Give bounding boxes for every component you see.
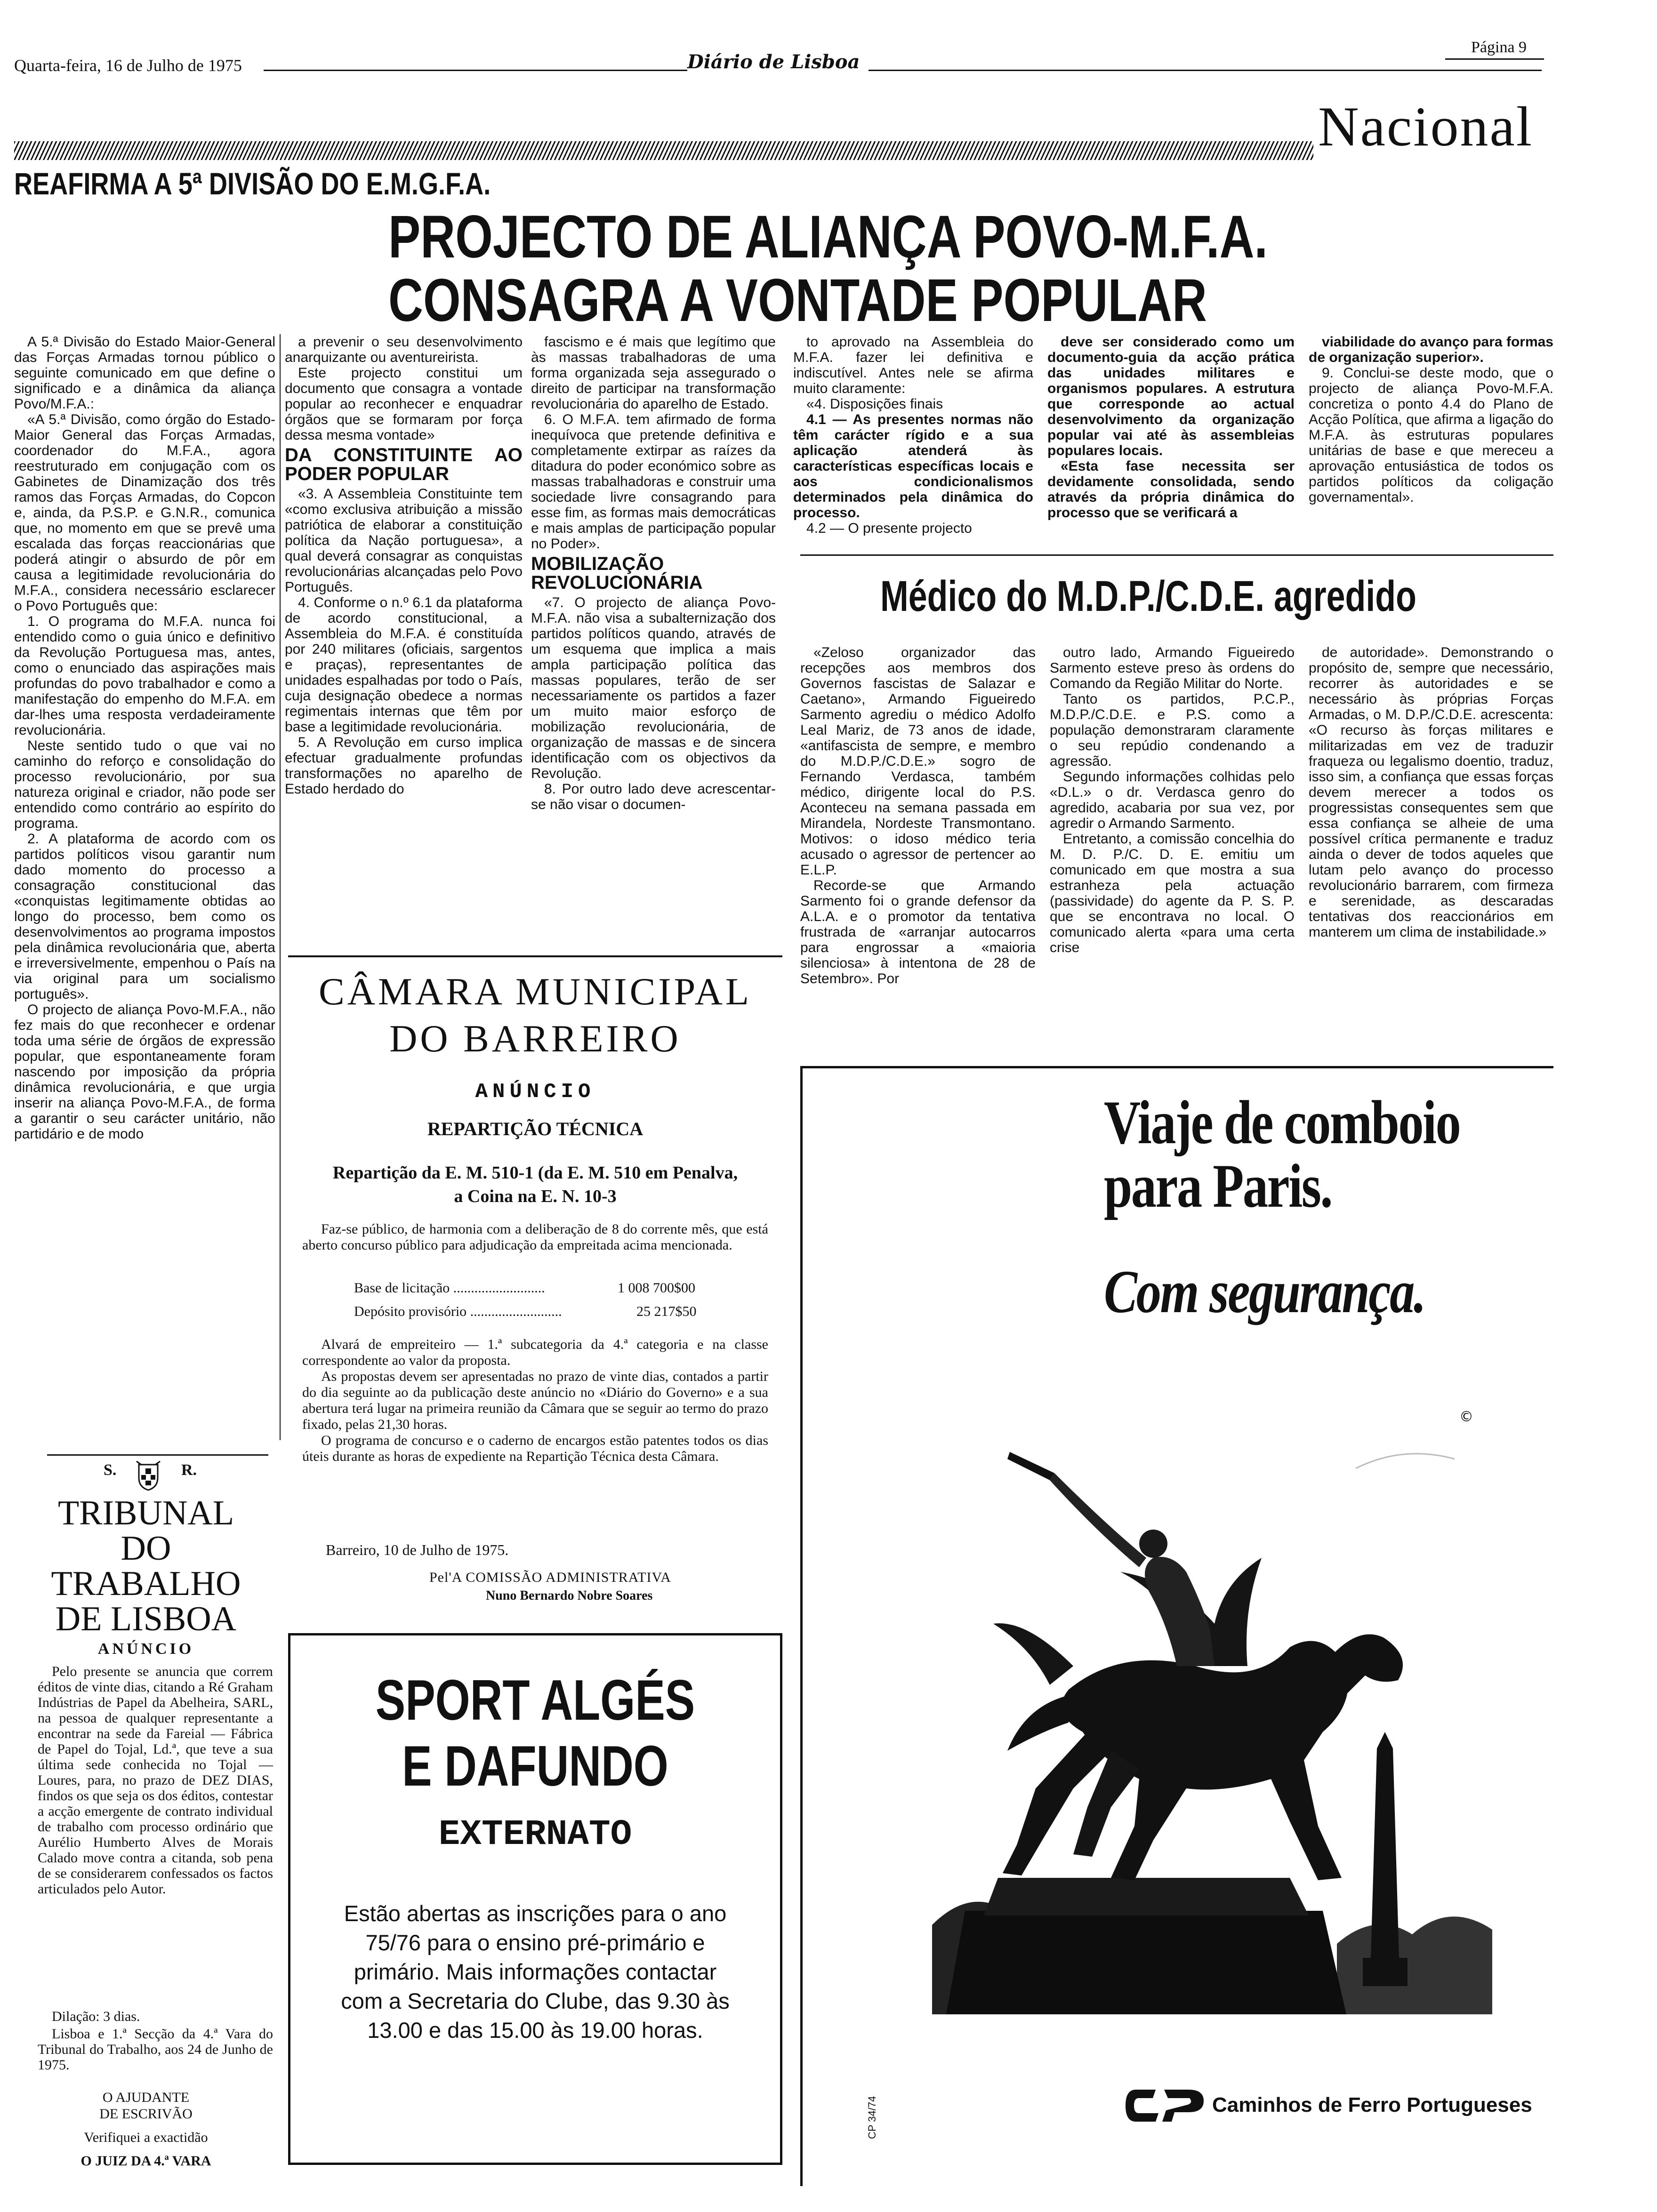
- camara-deposito-value: 25 217$50: [636, 1304, 697, 1319]
- section-hatch-bar: [14, 141, 1313, 160]
- article-column-4: [793, 334, 1033, 551]
- subheading: MOBILIZAÇÃO REVOLUCIONÁRIA: [531, 553, 703, 593]
- article-headline-line-2: CONSAGRA A VONTADE POPULAR: [388, 267, 1207, 334]
- statue-photo: [932, 1403, 1492, 2014]
- article-column-5: [1047, 334, 1295, 551]
- cp-line-2: para Paris.: [1104, 1151, 1332, 1220]
- camara-subject-1: Repartição da E. M. 510-1 (da E. M. 510 em Penalva,: [332, 1163, 738, 1183]
- paragraph: «Zeloso organizador das recepções aos membros dos Governos fascistas de Salazar e Caetano», Armando Figueiredo Sarmento agrediu o médico Adolfo Leal Mariz, de 73 anos de idade, «antifascista de sempre, e membro do M.D.P./C.D.E.» sogro de Fernando Verdasca, também médico, dirigente local do P.S. Aconteceu na semana passada em Mirandela, Nordeste Transmontano. Motivos: o idoso médico teria acusado o agressor de pertencer ao E.L.P.: [800, 645, 1036, 878]
- paragraph: outro lado, Armando Figueiredo Sarmento esteve preso às ordens do Comando da Região Militar do Norte.: [1050, 645, 1295, 691]
- paragraph: O programa de concurso e o caderno de encargos estão patentes todos os dias úteis durante as horas de expediente na Repartição Técnica desta Câmara.: [302, 1433, 768, 1464]
- ad-top-rule: [288, 955, 782, 957]
- camara-date: Barreiro, 10 de Julho de 1975.: [326, 1541, 509, 1558]
- paragraph: 6. O M.F.A. tem afirmado de forma inequívoca que pretende definitiva e completamente extirpar as raízes da ditadura do poder económico sobre as massas trabalhadoras e construir uma sociedade livre consagrando para esse fim, as formas mais democráticas e mais amplas de participação popular no Poder».: [531, 412, 776, 552]
- paragraph: «7. O projecto de aliança Povo-M.F.A. não visa a subalternização dos partidos políticos quando, através de um esquema que implica a mais ampla participação política das massas populares, terão de ser necessariamente os partidos a fazer um muito maior esforço de mobilização revolucionária, de organização de massas e de sincera identificação com os objectivos da Revolução.: [531, 595, 776, 781]
- tribunal-place: Lisboa e 1.ª Secção da 4.ª Vara do Tribunal do Trabalho, aos 24 de Junho de 1975.: [38, 2026, 273, 2073]
- paragraph: Segundo informações colhidas pelo «D.L.» o dr. Verdasca genro do agredido, acabaria por sua vez, por agredir o Armando Sarmento.: [1050, 769, 1295, 831]
- paragraph: viabilidade do avanço para formas de organização superior».: [1309, 334, 1553, 365]
- article-headline-line-1: PROJECTO DE ALIANÇA POVO-M.F.A.: [388, 203, 1268, 271]
- column-divider: [280, 334, 281, 1440]
- paragraph: a prevenir o seu desenvolvimento anarquizante ou aventureirista.: [285, 334, 523, 365]
- issue-date: Quarta-feira, 16 de Julho de 1975: [14, 56, 242, 75]
- medico-headline: Médico do M.D.P./C.D.E. agredido: [880, 572, 1416, 620]
- tribunal-title-4: DE LISBOA: [55, 1600, 237, 1638]
- paragraph: Este projecto constitui um documento que consagra a vontade popular ao reconhecer e enquadrar órgãos que se formaram por força dessa mesma vontade»: [285, 365, 523, 443]
- tribunal-ajudante-2: DE ESCRIVÃO: [99, 2106, 193, 2122]
- camara-intro: Faz-se público, de harmonia com a deliberação de 8 do corrente mês, que está aberto concurso público para adjudicação da empreitada acima mencionada.: [302, 1221, 768, 1253]
- tribunal-dilacao: Dilação: 3 dias.: [52, 2009, 140, 2024]
- paragraph: «4. Disposições finais: [806, 396, 943, 412]
- article-column-1: [14, 334, 275, 1440]
- camara-title-1: CÂMARA MUNICIPAL: [319, 970, 752, 1013]
- tribunal-anuncio: ANÚNCIO: [97, 1640, 194, 1658]
- tribunal-body: Pelo presente se anuncia que correm éditos de vinte dias, citando a Ré Graham Indústrias de Papel da Abelheira, SARL, na pessoa de qualquer representante a encontrar na sede da Fareial — Fábrica de Papel do Tojal, Ld.ª, que teve a sua última sede conhecida no Tojal — Loures, para, no prazo de DEZ DIAS, findos os que seja os dos éditos, contestar a acção emergente de contrato individual de trabalho com processo ordinário que Aurélio Humberto Alves de Morais Calado move contra a citanda, sob pena de se considerarem confessados os factos articulados pelo Autor.: [38, 1664, 273, 1897]
- paragraph: A 5.ª Divisão do Estado Maior-General das Forças Armadas tornou público o seguinte comunicado em que define o significado e a dinâmica da aliança Povo/M.F.A.:: [14, 334, 275, 412]
- newspaper-name: Diário de Lisboa: [687, 51, 860, 73]
- masthead-rule-right: [869, 70, 1542, 71]
- sport-ad: [288, 1633, 782, 2165]
- cp-logo-icon: [1123, 2086, 1207, 2126]
- paragraph: 4. Conforme o n.º 6.1 da plataforma de acordo constitucional, a Assembleia do M.F.A. é constituída por 240 militares (oficiais, sargentos e praças), representantes de unidades espalhadas por todo o País, cuja designação obedece a normas regimentais internas que têm por base a legitimidade revolucionária.: [285, 595, 523, 735]
- paragraph: 5. A Revolução em curso implica efectuar gradualmente profundas transformações no aparelho de Estado herdado do: [285, 735, 523, 797]
- paragraph: «3. A Assembleia Constituinte tem «como exclusiva atribuição a missão patriótica de elaborar a constituição política da Nação portuguesa», a qual deverá consagrar as conquistas revolucionárias alcançadas pelo Povo Português.: [285, 486, 523, 595]
- paragraph: «A 5.ª Divisão, como órgão do Estado-Maior General das Forças Armadas, coordenador do M.F.A., agora reestruturado em conjugação com os Gabinetes de Dinamização dos três ramos das Forças Armadas, do Copcon e, ainda, da P.S.P. e G.N.R., comunica que, no momento em que se prevê uma escalada das forças reaccionárias que poderá atingir o absurdo de pôr em causa a legitimidade revolucionária do M.F.A., considera necessário esclarecer o Povo Português que:: [14, 412, 275, 614]
- paragraph: de autoridade». Demonstrando o propósito de, sempre que necessário, recorrer às autoridades e se necessário às próprias Forças Armadas, o M. D.P./C.D.E. acrescenta: «O recurso às forças militares e militarizadas em vez de traduzir fraqueza ou legalismo doentio, traduz, isso sim, a confiança que essas forças devem merecer a todos os progressistas consequentes sem que essa confiança se alheie de uma possível crítica permanente e traduz ainda o dever de todos aqueles que lutam pelo avanço do processo revolucionário barrarem, com firmeza e serenidade, as descaradas tentativas dos reaccionários em manterem um clima de instabilidade.»: [1309, 645, 1553, 940]
- tribunal-ajudante-1: O AJUDANTE: [102, 2090, 190, 2105]
- camara-title-2: DO BARREIRO: [389, 1017, 681, 1060]
- paragraph: to aprovado na Assembleia do M.F.A. fazer lei definitiva e indiscutível. Antes nele se afirma muito claramente:: [793, 334, 1033, 396]
- poster-top-rule: [800, 1066, 1553, 1068]
- medico-column-1: [800, 645, 1036, 1035]
- paragraph: 4.1 — As presentes normas não têm carácter rígido e a sua aplicação atenderá às características específicas locais e aos condicionalismos determinados pela dinâmica do processo.: [793, 412, 1033, 521]
- poster-left-rule: [800, 1066, 803, 2186]
- camara-deposito-label: Depósito provisório ..........................: [354, 1304, 562, 1319]
- sport-title-2: E DAFUNDO: [402, 1734, 668, 1798]
- sport-subtitle: EXTERNATO: [438, 1814, 632, 1855]
- paragraph: 9. Conclui-se deste modo, que o projecto de aliança Povo-M.F.A. concretiza o ponto 4.4 do Plano de Acção Política, que afirma a ligação do M.F.A. às estruturas populares unitárias de base e que mereceu a aprovação entusiástica de todos os partidos políticos da coligação governamental».: [1309, 365, 1553, 505]
- tribunal-title-3: TRABALHO: [51, 1564, 241, 1603]
- paragraph: Neste sentido tudo o que vai no caminho do reforço e consolidação do processo revolucionário, por sua natureza original e criador, não pode ser entendido como contrário ao espírito do programa.: [14, 738, 275, 831]
- paragraph: As propostas devem ser apresentadas no prazo de vinte dias, contados a partir do dia seguinte ao da publicação deste anúncio no «Diário do Governo» e a sua abertura terá lugar na primeira reunião da Câmara que se seguir ao termo do prazo fixado, pelas 21,30 horas.: [302, 1369, 768, 1432]
- paragraph: Entretanto, a comissão concelhia do M. D. P./C. D. E. emitiu um comunicado em que mostra a sua estranheza pela actuação (passividade) do agente da P. S. P. que se encontrava no local. O comunicado alerta «para uma certa crise: [1050, 831, 1295, 955]
- paragraph: deve ser considerado como um documento-guia da acção prática das unidades militares e organismos populares. A estrutura que corresponde ao actual desenvolvimento da organização popular vai até às assembleias populares locais.: [1047, 334, 1295, 458]
- article-kicker: REAFIRMA A 5ª DIVISÃO DO E.M.G.F.A.: [14, 166, 491, 201]
- paragraph: 8. Por outro lado deve acrescentar-se não visar o documen-: [531, 781, 776, 812]
- paragraph: O projecto de aliança Povo-M.F.A., não fez mais do que reconhecer e ordenar toda uma série de órgãos de expressão popular, que espontaneamente foram nascendo por imposição da própria dinâmica revolucionária, e que urgia inserir na aliança Povo-M.F.A., de forma a garantir o seu carácter unitário, não partidário e de modo: [14, 1002, 275, 1142]
- camara-text: [302, 1337, 768, 1465]
- camara-base-value: 1 008 700$00: [618, 1280, 695, 1296]
- tribunal-ad: [14, 1459, 278, 2203]
- camara-ad: [288, 955, 782, 1614]
- paragraph: 2. A plataforma de acordo com os partidos políticos visou garantir num dado momento do processo a consagração constitucional das «conquistas legitimamente obtidas ao longo do processo, bem como os desenvolvimentos ao programa impostos pela dinâmica revolucionária que, aberta e irreversivelmente, empenhou o País na via original para um socialismo português».: [14, 831, 275, 1002]
- cp-line-3: Com segurança.: [1104, 1258, 1425, 1326]
- masthead-rule-left: [264, 70, 687, 71]
- paragraph: «Esta fase necessita ser devidamente consolidada, sendo através da própria dinâmica do processo que se verificará a: [1047, 458, 1295, 521]
- sport-title-1: SPORT ALGÉS: [375, 1668, 695, 1732]
- tribunal-title-2: DO: [121, 1529, 171, 1568]
- paragraph: 1. O programa do M.F.A. nunca foi entendido como o guia único e definitivo da Revolução Portuguesa mas, antes, como o enunciado das aspirações mais profundas do povo trabalhador e como a manifestação do empenho do M.F.A. em dar-lhes uma resposta verdadeiramente revolucionária.: [14, 614, 275, 738]
- svg-text:©: ©: [1459, 1409, 1473, 1425]
- subheading: DA CONSTITUINTE AO PODER POPULAR: [285, 445, 523, 484]
- camara-anuncio: ANÚNCIO: [475, 1080, 595, 1104]
- camara-reparticao: REPARTIÇÃO TÉCNICA: [427, 1118, 643, 1139]
- section-title: Nacional: [1318, 95, 1534, 158]
- sport-body: Estão abertas as inscrições para o ano 75/76 para o ensino pré-primário e primário. Mais informações contactar com a Secretaria do Clube, das 9.30 às 13.00 e das 15.00 às 19.00 horas.: [341, 1901, 730, 2043]
- coat-of-arms-icon: [132, 1459, 165, 1492]
- cp-brand: Caminhos de Ferro Portugueses: [1212, 2093, 1532, 2116]
- page-number-rule: [1445, 58, 1544, 60]
- article-column-3: [531, 334, 776, 951]
- medico-column-2: [1050, 645, 1295, 1035]
- tribunal-r: R.: [181, 1461, 197, 1479]
- tribunal-top-rule: [47, 1454, 268, 1456]
- camara-subject-2: a Coina na E. N. 10-3: [454, 1186, 617, 1206]
- cp-code: CP 34/74: [866, 2096, 878, 2139]
- tribunal-verifiquei: Verifiquei a exactidão: [84, 2130, 208, 2145]
- paragraph: Recorde-se que Armando Sarmento foi o grande defensor da A.L.A. e o promotor da tentativa frustrada de «arranjar autocarros para engrossar a «maioria silenciosa» à intentona de 28 de Setembro». Por: [800, 878, 1036, 986]
- article-end-rule: [800, 554, 1553, 556]
- tribunal-title-1: TRIBUNAL: [57, 1494, 234, 1532]
- tribunal-s: S.: [104, 1461, 117, 1479]
- medico-column-3: [1309, 645, 1553, 1035]
- article-column-6: [1309, 334, 1553, 551]
- paragraph: fascismo e é mais que legítimo que às massas trabalhadoras de uma forma organizada seja assegurado o direito de participar na transformação revolucionária do aparelho de Estado.: [531, 334, 776, 412]
- camara-signature-2: Nuno Bernardo Nobre Soares: [486, 1588, 653, 1603]
- article-column-2: [285, 334, 523, 951]
- page-number: Página 9: [1471, 39, 1527, 56]
- paragraph: Alvará de empreiteiro — 1.ª subcategoria da 4.ª categoria e na classe correspondente ao valor da proposta.: [302, 1337, 768, 1368]
- tribunal-juiz: O JUIZ DA 4.ª VARA: [80, 2153, 211, 2169]
- paragraph: Tanto os partidos, P.C.P., M.D.P./C.D.E. e P.S. como a população demonstraram claramente o seu repúdio condenando a agressão.: [1050, 691, 1295, 769]
- cp-line-1: Viaje de comboio: [1104, 1088, 1460, 1157]
- camara-base-label: Base de licitação ..........................: [354, 1280, 545, 1296]
- camara-signature-1: Pel'A COMISSÃO ADMINISTRATIVA: [429, 1570, 671, 1585]
- paragraph: 4.2 — O presente projecto: [806, 521, 972, 536]
